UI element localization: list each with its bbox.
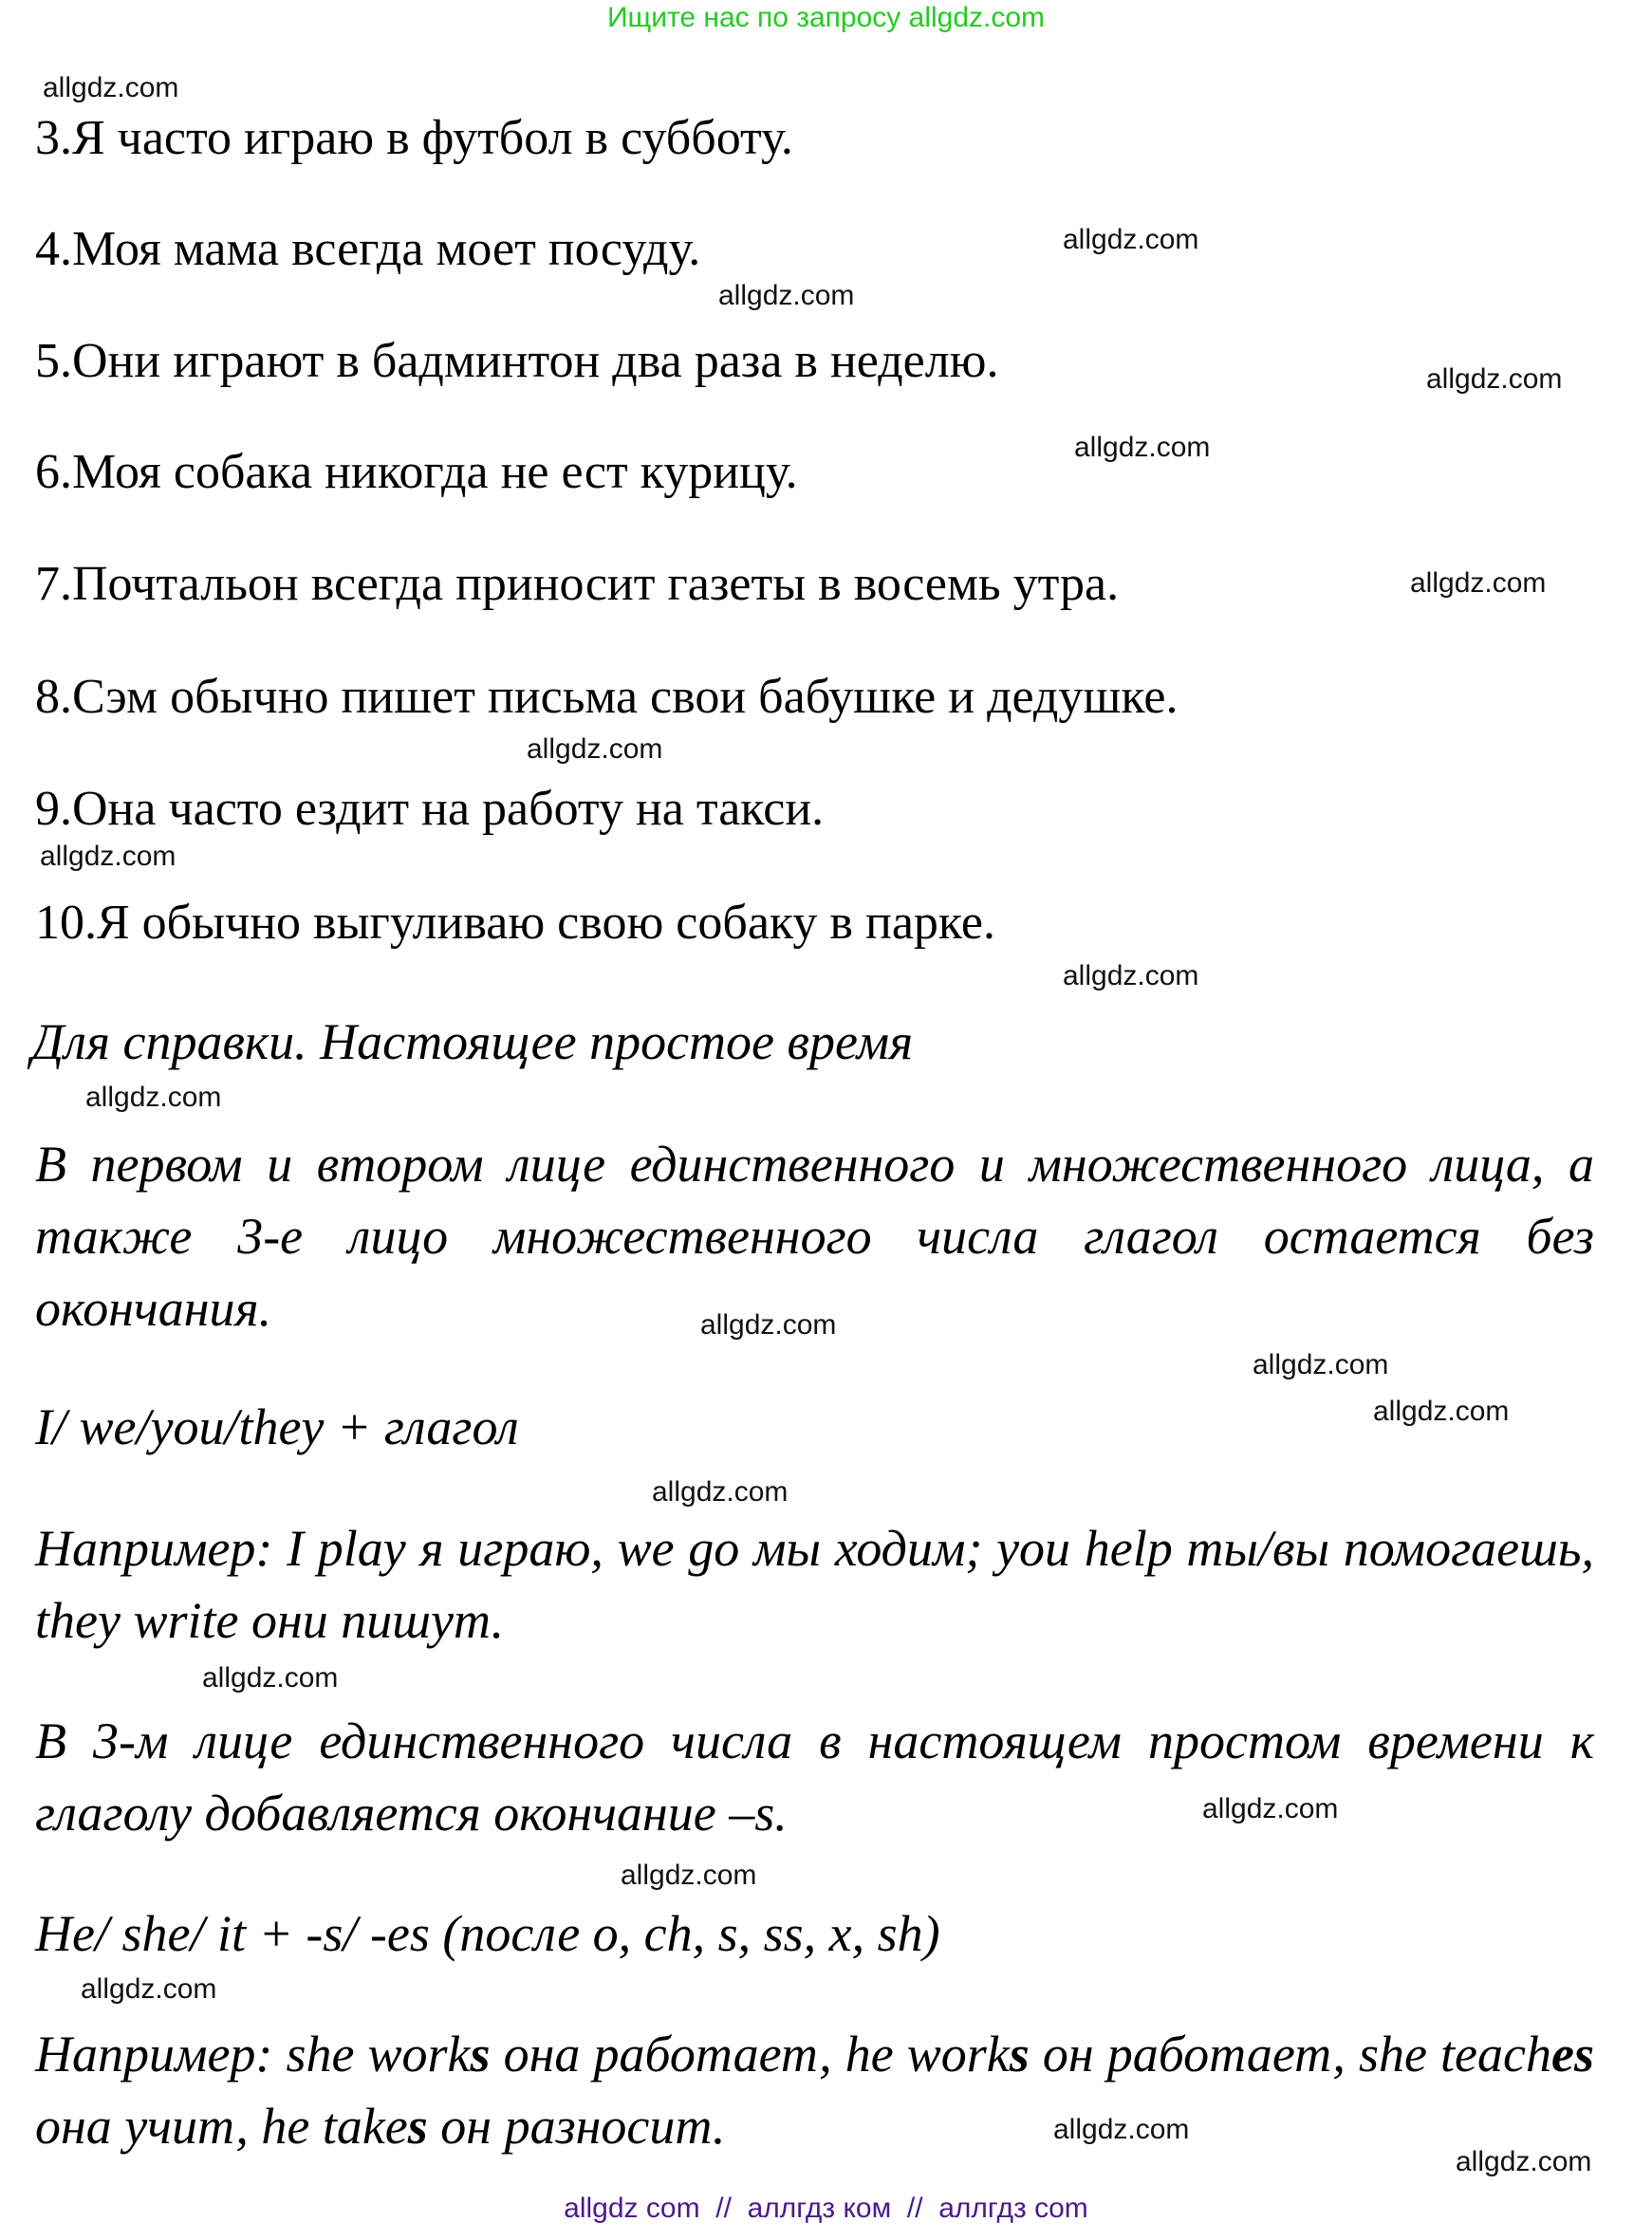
sentence-6: 6.Моя собака никогда не ест курицу. xyxy=(35,445,798,499)
example-text: Например: she work xyxy=(35,2026,471,2083)
watermark: allgdz.com xyxy=(43,72,179,103)
ending-highlight: s xyxy=(407,2098,428,2155)
watermark: allgdz.com xyxy=(1373,1396,1510,1427)
sentence-4: 4.Моя мама всегда моет посуду. xyxy=(35,222,701,276)
watermark: allgdz.com xyxy=(1053,2114,1190,2145)
watermark: allgdz.com xyxy=(718,280,855,311)
reference-example-2 xyxy=(35,2018,1594,2162)
watermark: allgdz.com xyxy=(1253,1349,1389,1380)
reference-formula-2: He/ she/ it + -s/ -es (после o, ch, s, ss, x, sh) xyxy=(35,1905,940,1962)
watermark: allgdz.com xyxy=(1063,224,1199,255)
sentence-9: 9.Она часто ездит на работу на такси. xyxy=(35,782,825,836)
watermark: allgdz.com xyxy=(527,733,663,765)
watermark: allgdz.com xyxy=(1410,567,1547,599)
reference-formula-1: I/ we/you/they + глагол xyxy=(35,1398,519,1455)
watermark: allgdz.com xyxy=(1456,2146,1592,2177)
sentence-10: 10.Я обычно выгуливаю свою собаку в парке. xyxy=(35,896,995,950)
example-text: он разносит. xyxy=(427,2098,726,2155)
example-text: он работает, she teach xyxy=(1029,2026,1551,2083)
ending-highlight: s xyxy=(1009,2026,1030,2083)
sentence-5: 5.Они играют в бадминтон два раза в неделю. xyxy=(35,334,999,388)
watermark: allgdz.com xyxy=(40,841,176,872)
watermark: allgdz.com xyxy=(1426,363,1563,395)
reference-rule-2: В 3-м лице единственного числа в настоящем простом времени к глаголу добавляется окончание –s. xyxy=(35,1712,1594,1842)
footer-links: allgdz com // аллгдз ком // аллгдз com xyxy=(564,2193,1088,2224)
sentence-3: 3.Я часто играю в футбол в субботу. xyxy=(35,111,793,165)
ending-highlight: es xyxy=(1550,2026,1594,2083)
watermark: allgdz.com xyxy=(1074,432,1211,463)
watermark: allgdz.com xyxy=(1202,1793,1339,1824)
watermark: allgdz.com xyxy=(202,1662,339,1694)
watermark: allgdz.com xyxy=(621,1860,757,1891)
watermark: allgdz.com xyxy=(700,1309,837,1341)
watermark: allgdz.com xyxy=(85,1082,222,1113)
reference-example-1: Например: I play я играю, we go мы ходим; you help ты/вы помогаешь, they write они пишут. xyxy=(35,1520,1594,1649)
watermark: allgdz.com xyxy=(81,1973,217,2005)
reference-rule-1: В первом и втором лице единственного и множественного лица, а также 3-е лицо множественного числа глагол остается без окончания. xyxy=(35,1136,1594,1337)
example-text: она работает, he work xyxy=(490,2026,1010,2083)
sentence-7: 7.Почтальон всегда приносит газеты в восемь утра. xyxy=(35,557,1120,611)
example-text: она учит, he take xyxy=(35,2098,408,2155)
watermark: allgdz.com xyxy=(652,1476,789,1508)
sentence-8: 8.Сэм обычно пишет письма свои бабушке и дедушке. xyxy=(35,670,1179,724)
ending-highlight: s xyxy=(470,2026,491,2083)
reference-title: Для справки. Настоящее простое время xyxy=(31,1013,914,1070)
search-hint-banner: Ищите нас по запросу allgdz.com xyxy=(606,2,1046,33)
watermark: allgdz.com xyxy=(1063,960,1199,991)
